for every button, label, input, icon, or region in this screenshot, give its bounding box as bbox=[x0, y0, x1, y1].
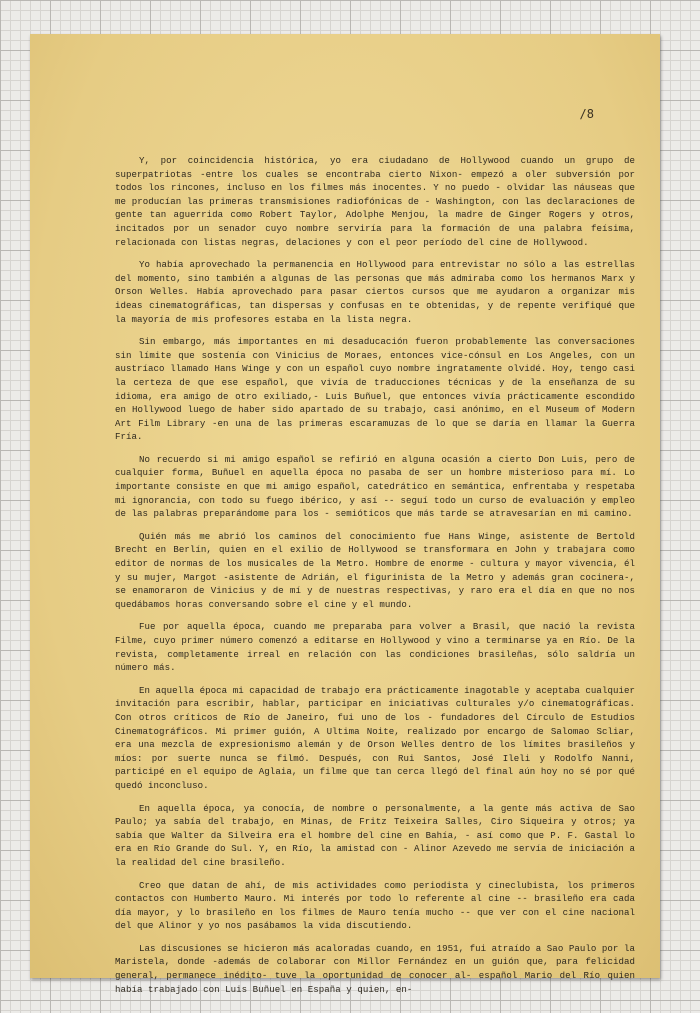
paragraph-4: No recuerdo si mi amigo español se refirió en alguna ocasión a cierto Don Luis, pero de cualquier forma, Buñuel en aquella época no pasaba de ser un hombre misterioso para mí. Lo importante consiste en que mi amigo español, catedrático en semántica, enfrentaba y respetaba mi ignorancia, con todo su fuego ibérico, y así -- seguí todo un curso de evaluación y empleo de las palabras preparándome para los - semióticos que más tarde se atravesarían en mi camino. bbox=[115, 453, 635, 520]
paragraph-2: Yo había aprovechado la permanencia en Hollywood para entrevistar no sólo a las estrellas del momento, sino también a algunas de las personas que más admiraba como los hermanos Marx y Orson Welles. Había aprovechado para pasar ciertos cursos que me ayudaron a organizar mis ideas cinematográficas, tan dispersas y confusas en te obtenidas, y de repente verifiqué que la mayoría de mis profesores estaba en la lista negra. bbox=[115, 259, 635, 325]
paragraph-9: Creo que datan de ahí, de mis actividades como periodista y cineclubista, los primeros contactos con Humberto Mauro. Mi interés por todo lo referente al cine -- brasileño era cada día mayor, y lo brasileño en los filmes de Mauro tenía mucho -- que ver con el cine nacional del que Alinor y yo nos pasábamos la vida discutiendo. bbox=[115, 879, 635, 932]
page-number: /8 bbox=[579, 107, 594, 121]
paragraph-7: En aquella época mi capacidad de trabajo era prácticamente inagotable y aceptaba cualquier invitación para escribir, hablar, participar en iniciativas culturales y/o cinematográficas. Con otros críticos de Río de Janeiro, fui uno de los - fundadores del Círculo de Estudios Cinematográficos. Mi primer guión, A Ultima Noite, realizado por encargo de Salomao Scliar, era una mezcla de expresionismo alemán y de Orson Welles dentro de los límites brasileños y míos: por suerte nunca se filmó. Después, con Rui Santos, José Ileli y Rodolfo Nanni, participé en el equipo de Aglaia, un filme que tan cerca llegó del final aún hoy no sé por qué quedó inconcluso. bbox=[115, 684, 635, 791]
paragraph-10: Las discusiones se hicieron más acaloradas cuando, en 1951, fui atraído a Sao Paulo por la Maristela, donde -además de colaborar con Millor Fernández en un guión que, para felicidad general, permanece inédito- tuve la oportunidad de conocer al- español Mario del Río quien había trabajado con Luis Buñuel en España y quien, en- bbox=[115, 942, 635, 995]
paragraph-1: Y, por coincidencia histórica, yo era ciudadano de Hollywood cuando un grupo de superpatriotas -entre los cuales se encontraba cierto Nixon- empezó a oler subversión por todos los rincones, incluso en los filmes más inocentes. Y no puedo - olvidar las náuseas que me producían las primeras transmisiones radiofónicas de - Washington, con las declaraciones de gente tan aguerrida como Robert Taylor, Adolphe Menjou, la madre de Ginger Rogers y otros, incitados por un senador cuyo nombre serviría para la formación de una palabra feísima, relacionada con listas negras, delaciones y con el peor período del cine de Hollywood. bbox=[115, 155, 635, 248]
page-body bbox=[115, 154, 635, 1005]
typewritten-page bbox=[30, 34, 660, 995]
paragraph-8: En aquella época, ya conocía, de nombre o personalmente, a la gente más activa de Sao Paulo; ya sabía del trabajo, en Minas, de Fritz Teixeira Salles, Ciro Siqueira y otros; ya sabía que Walter da Silveira era el hombre del cine en Bahía, - así como que P. F. Gastal lo era en Río Grande do Sul. Y, en Río, la amistad con - Alinor Azevedo me servía de iniciación a la realidad del cine brasileño. bbox=[115, 802, 635, 868]
paragraph-3: Sin embargo, más importantes en mi desaducación fueron probablemente las conversaciones sin límite que sostenía con Vinicius de Moraes, entonces vice-cónsul en Los Angeles, con un austríaco llamado Hans Winge y con un español cuyo nombre ingratamente olvidé. Hoy, tengo casi la certeza de que ese español, que vivía de traducciones técnicas y de la enseñanza de su idioma, era amigo de otro exiliado,- Luis Buñuel, que entonces vivía prácticamente escondido en Hollywood luego de haber sido apartado de su trabajo, casi anónimo, en el Museum of Modern Art Film Library -en una de las primeras escaramuzas de lo que se daría en llamar la Guerra Fría. bbox=[115, 336, 635, 443]
paragraph-5: Quién más me abrió los caminos del conocimiento fue Hans Winge, asistente de Bertold Brecht en Berlín, quien en el exilio de Hollywood se transformara en John y trabajara como editor de normas de los musicales de la Metro. Hombre de enorme - cultura y mayor vivencia, él y su mujer, Margot -asistente de Adrián, el figurinista de la Metro y además gran cocinera-, se enamoraron de Vinicius y de mí y de nuestras respectivas, y raro era el día en que no nos quedábamos horas conversando sobre el cine y el mundo. bbox=[115, 530, 635, 610]
paragraph-6: Fue por aquella época, cuando me preparaba para volver a Brasil, que nació la revista Filme, cuyo primer número comenzó a editarse en Hollywood y vino a terminarse ya en Río. De la revista, completamente irreal en relación con las condiciones brasileñas, sólo saldría un número más. bbox=[115, 621, 635, 674]
